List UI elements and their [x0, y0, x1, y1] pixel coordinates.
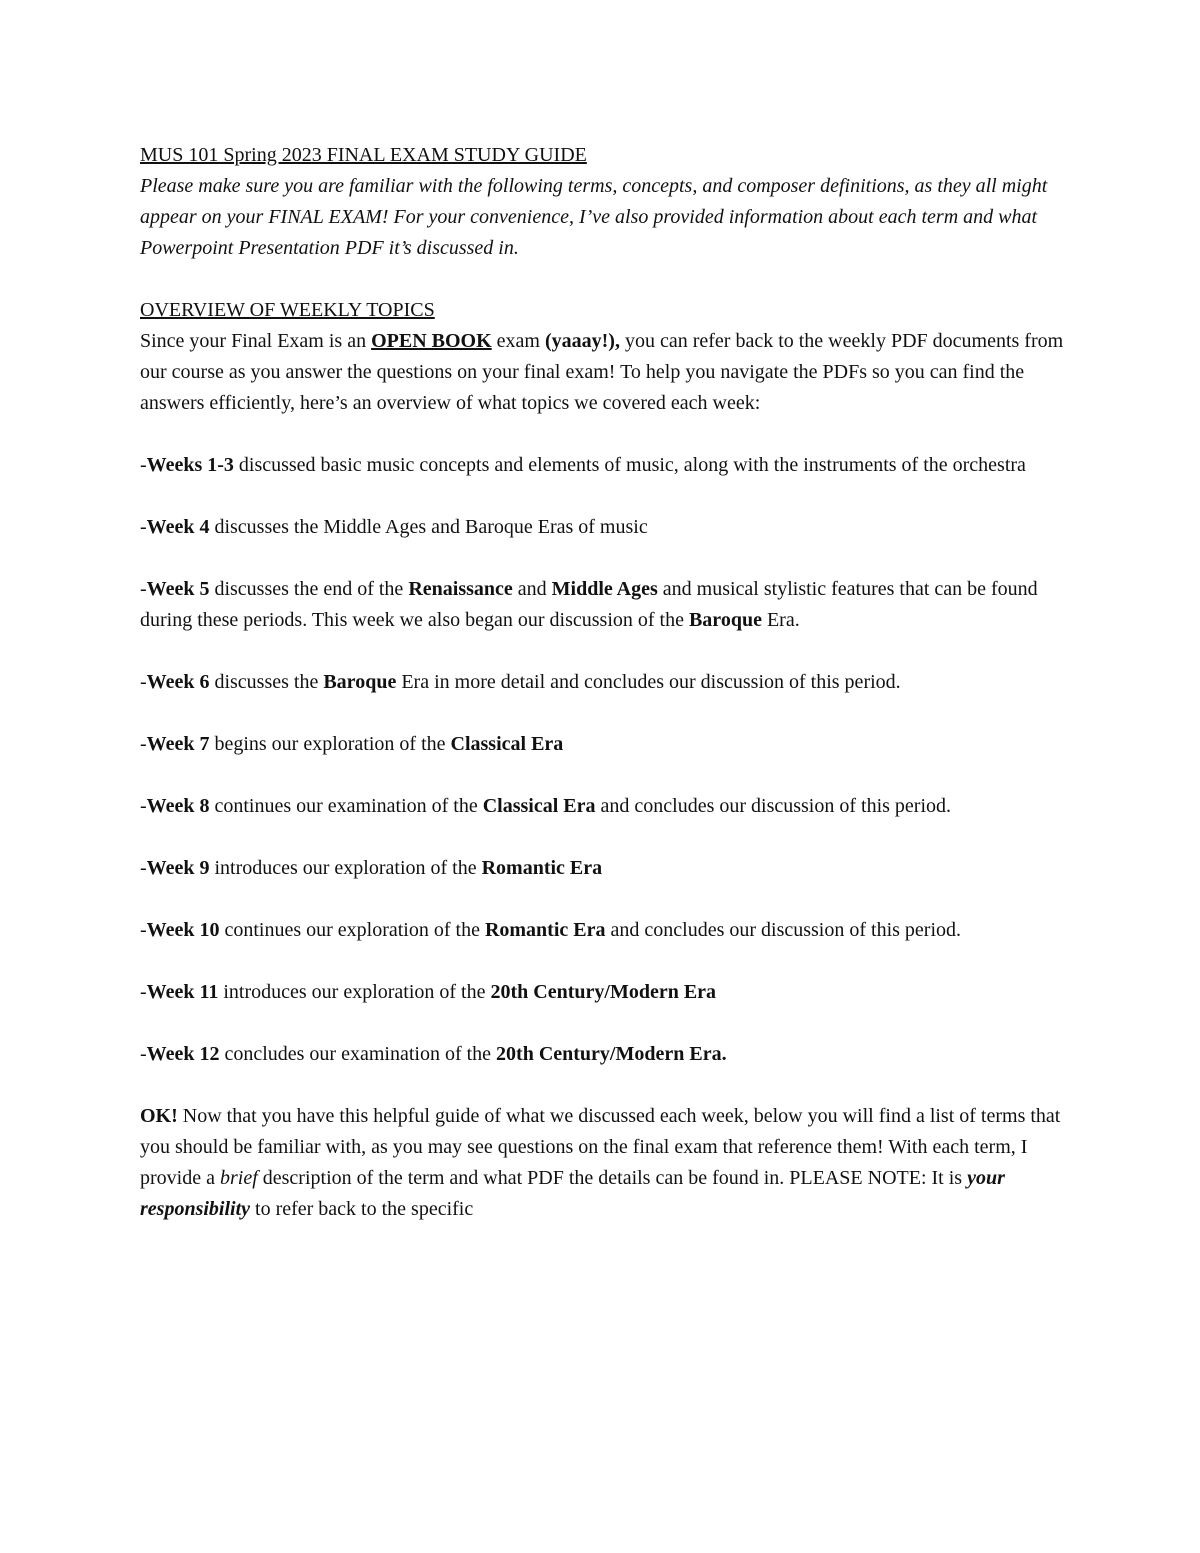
week-text: discusses the end of the: [209, 578, 409, 600]
week-10-item: -Week 10 continues our exploration of the Romantic Era and concludes our discussion of this period.: [140, 919, 961, 941]
closing-text-2: description of the term and what PDF the details can be found in. PLEASE NOTE: It is: [257, 1167, 968, 1189]
week-1-3-item: -Weeks 1-3 discussed basic music concepts and elements of music, along with the instruments of the orchestra: [140, 454, 1026, 476]
responsibility-text: your responsibility: [140, 1167, 1005, 1220]
week-9-item: -Week 9 introduces our exploration of the Romantic Era: [140, 857, 603, 879]
week-text: continues our examination of the: [209, 795, 483, 817]
week-text: discusses the: [209, 671, 324, 693]
week-4-item: -Week 4 discusses the Middle Ages and Baroque Eras of music: [140, 516, 648, 538]
week-era: Baroque: [323, 671, 397, 693]
week-era: Baroque: [688, 609, 762, 631]
week-era: Middle Ages: [551, 578, 658, 600]
week-label: Week 8: [146, 795, 210, 817]
week-label: Weeks 1-3: [146, 454, 234, 476]
week-text: and concludes our discussion of this period.: [595, 795, 951, 817]
week-5-item: -Week 5 discusses the end of the Renaissance and Middle Ages and musical stylistic features that can be found during these periods. This week we also began our discussion of the Baroque Era.: [140, 578, 1038, 631]
week-11-item: -Week 11 introduces our exploration of the 20th Century/Modern Era: [140, 981, 717, 1003]
week-6-item: -Week 6 discusses the Baroque Era in more detail and concludes our discussion of this period.: [140, 671, 901, 693]
week-label: Week 5: [146, 578, 210, 600]
week-text: and: [512, 578, 552, 600]
week-era: Classical Era: [450, 733, 564, 755]
overview-text-1: Since your Final Exam is an: [140, 330, 372, 352]
week-era: Romantic Era: [481, 857, 603, 879]
overview-paragraph: [140, 326, 1070, 419]
closing-text-3: to refer back to the specific: [250, 1198, 474, 1220]
intro-paragraph: Please make sure you are familiar with the following terms, concepts, and composer definitions, as they all might appear on your FINAL EXAM! For your convenience, I’ve also provided information about each term and what Powerpoint Presentation PDF it’s discussed in.: [140, 175, 1048, 259]
week-era: Renaissance: [408, 578, 513, 600]
overview-text-3: you can refer back to the weekly PDF documents from our course as you answer the questions on your final exam! To help you navigate the PDFs so you can find the answers efficiently, here’s an overview of what topics we covered each week:: [140, 330, 1064, 414]
ok-text: OK!: [140, 1105, 178, 1127]
week-text: discussed basic music concepts and elements of music, along with the instruments of the orchestra: [233, 454, 1026, 476]
open-book-text: OPEN BOOK: [371, 330, 492, 352]
page-title: [140, 140, 1070, 171]
overview-heading-text: OVERVIEW OF WEEKLY TOPICS: [140, 299, 435, 321]
week-label: Week 12: [146, 1043, 220, 1065]
week-text: and concludes our discussion of this period.: [605, 919, 961, 941]
week-text: continues our exploration of the: [219, 919, 485, 941]
week-label: Week 10: [146, 919, 220, 941]
title-text: MUS 101 Spring 2023 FINAL EXAM STUDY GUIDE: [140, 144, 587, 166]
week-text: begins our exploration of the: [209, 733, 451, 755]
week-7-item: -Week 7 begins our exploration of the Classical Era: [140, 733, 564, 755]
week-text: and musical stylistic features that can be found during these periods. This week we also began our discussion of the: [140, 578, 1038, 631]
week-12-item: -Week 12 concludes our examination of the 20th Century/Modern Era.: [140, 1043, 727, 1065]
week-8-item: -Week 8 continues our examination of the Classical Era and concludes our discussion of this period.: [140, 795, 951, 817]
week-label: Week 11: [146, 981, 219, 1003]
document-page: [140, 140, 1070, 1225]
week-era: 20th Century/Modern Era.: [496, 1043, 727, 1065]
week-text: introduces our exploration of the: [209, 857, 482, 879]
week-text: Era.: [761, 609, 800, 631]
week-label: Week 9: [146, 857, 210, 879]
week-text: introduces our exploration of the: [218, 981, 491, 1003]
closing-text-1: Now that you have this helpful guide of what we discussed each week, below you will find a list of terms that you should be familiar with, as you may see questions on the final exam that reference them! With each term, I provide a: [140, 1105, 1061, 1189]
week-label: Week 7: [146, 733, 210, 755]
closing-paragraph: [140, 1101, 1070, 1225]
week-text: Era in more detail and concludes our discussion of this period.: [396, 671, 901, 693]
week-text: concludes our examination of the: [219, 1043, 497, 1065]
overview-text-2: exam: [491, 330, 545, 352]
overview-heading: [140, 295, 1070, 326]
yaaay-text: (yaaay!),: [544, 330, 620, 352]
week-label: Week 6: [146, 671, 210, 693]
week-label: Week 4: [146, 516, 210, 538]
brief-text: brief: [219, 1167, 258, 1189]
week-era: 20th Century/Modern Era: [490, 981, 717, 1003]
week-era: Romantic Era: [484, 919, 606, 941]
week-era: Classical Era: [482, 795, 596, 817]
week-text: discusses the Middle Ages and Baroque Eras of music: [209, 516, 648, 538]
